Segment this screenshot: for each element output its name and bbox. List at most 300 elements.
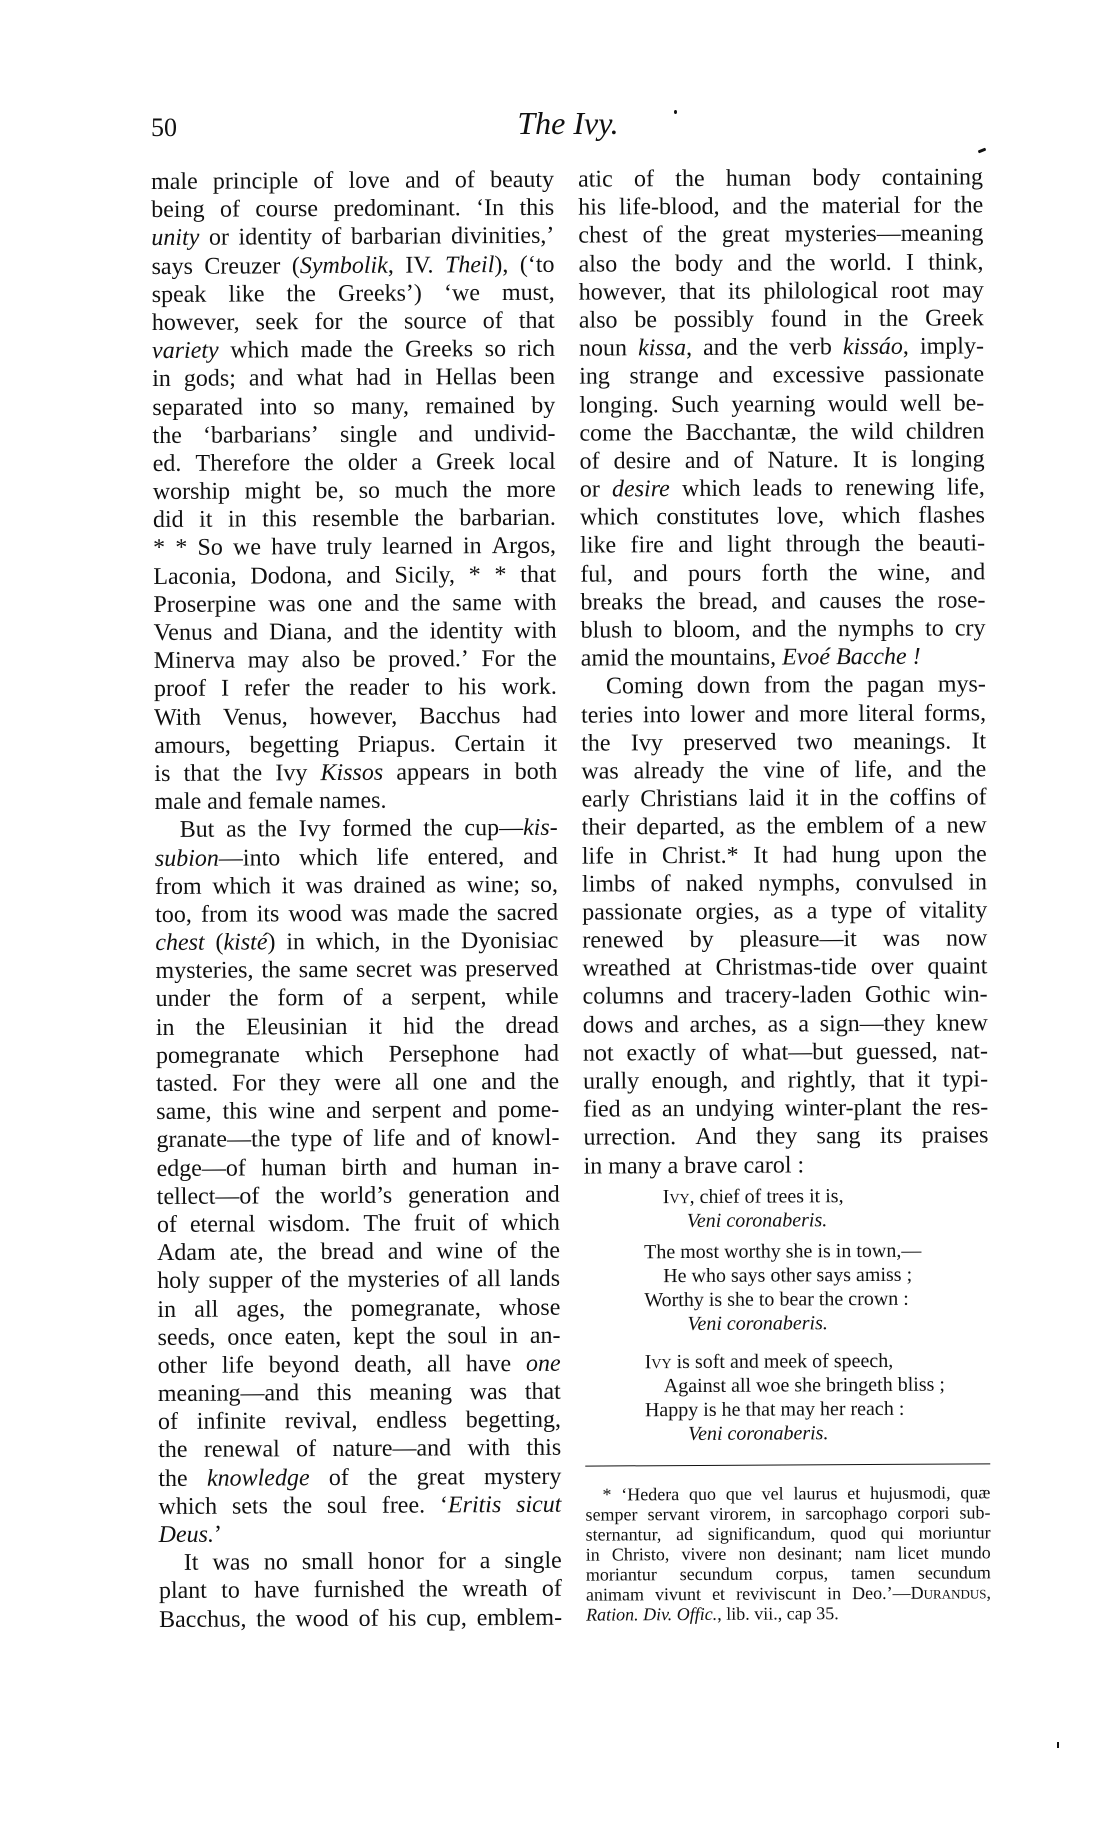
text-run: in <box>155 1014 175 1041</box>
word <box>854 756 892 784</box>
text-run: Therefore <box>195 450 291 477</box>
word <box>197 534 223 562</box>
text-run: speak <box>151 281 207 308</box>
word <box>852 1582 991 1603</box>
word <box>971 727 986 755</box>
word <box>865 981 930 1010</box>
text-run: Diana, <box>268 618 333 646</box>
word <box>411 448 422 476</box>
text-line <box>154 729 557 759</box>
text-line <box>151 222 554 252</box>
text-run: departed, <box>636 814 726 841</box>
word <box>327 533 372 561</box>
text-run: eternal <box>189 1211 256 1238</box>
word <box>947 473 985 501</box>
word <box>468 1209 488 1237</box>
word <box>154 647 235 676</box>
word <box>920 332 984 361</box>
text-run: undying <box>695 1095 775 1123</box>
word <box>830 248 892 277</box>
word <box>812 1349 829 1373</box>
text-run: also <box>578 307 618 334</box>
word <box>221 675 229 703</box>
word <box>795 784 809 812</box>
text-run: undivid- <box>474 420 556 447</box>
word <box>279 1069 320 1097</box>
word <box>427 1350 451 1378</box>
text-run: Ivy <box>275 760 308 787</box>
word <box>634 306 657 334</box>
word <box>474 419 555 448</box>
text-run: found <box>770 306 827 333</box>
word <box>196 1013 225 1041</box>
word <box>781 1503 795 1523</box>
word <box>455 166 475 194</box>
word <box>686 869 743 898</box>
word <box>151 168 198 196</box>
word <box>158 1379 299 1408</box>
word <box>699 587 758 616</box>
text-run: male <box>154 788 202 816</box>
text-run: had <box>524 1040 560 1067</box>
text-run: and <box>684 447 720 474</box>
text-run: and <box>703 334 738 362</box>
word <box>236 1295 285 1323</box>
text-run: brave <box>684 1152 738 1179</box>
text-run: life <box>376 844 409 871</box>
text-run: to <box>221 1577 240 1605</box>
word <box>736 1583 816 1603</box>
text-run: meaning <box>369 1379 453 1406</box>
word <box>209 224 229 252</box>
text-run: it <box>199 506 213 533</box>
text-run: in <box>391 928 411 955</box>
text-run: through <box>785 531 861 558</box>
text-run: tracery-laden <box>725 982 852 1010</box>
word <box>786 249 815 277</box>
word <box>819 1287 844 1311</box>
text-run: cap <box>786 1603 812 1624</box>
text-run: secundum <box>679 1563 753 1584</box>
word <box>433 1068 468 1096</box>
text-run: mysteries <box>347 1266 440 1294</box>
text-run: and <box>364 590 399 617</box>
text-run: Venus <box>153 619 213 646</box>
text-run: other <box>770 1264 812 1287</box>
text-line <box>159 1575 562 1605</box>
word <box>436 871 456 899</box>
text-run: for <box>437 1548 466 1575</box>
word <box>268 1210 350 1239</box>
word <box>771 305 827 333</box>
word <box>525 1378 561 1406</box>
text-line <box>154 758 557 788</box>
word <box>346 561 381 589</box>
text-run: ), <box>494 251 509 278</box>
word <box>519 307 555 335</box>
text-run: birth <box>341 1154 388 1181</box>
text-run: for <box>913 192 942 219</box>
scan-speck-tick <box>1057 1742 1059 1748</box>
text-run: it <box>809 1185 821 1208</box>
text-run: is <box>154 760 171 787</box>
word <box>943 1065 988 1093</box>
word <box>845 474 934 503</box>
word <box>843 333 909 362</box>
text-run: bread <box>320 1238 374 1266</box>
word <box>154 619 213 648</box>
text-run: Christo, <box>611 1543 670 1565</box>
text-run: however, <box>309 703 398 730</box>
text-run: names. <box>319 787 387 815</box>
word <box>419 702 500 731</box>
word <box>499 1322 518 1350</box>
text-line <box>585 1482 990 1504</box>
word <box>491 1124 559 1153</box>
text-run: so, <box>530 871 559 898</box>
word <box>414 1209 455 1237</box>
text-run: in <box>835 1239 852 1262</box>
text-run: of <box>219 196 241 223</box>
word <box>277 984 324 1012</box>
text-run: chest <box>578 222 628 249</box>
word <box>462 1575 527 1604</box>
text-run: the <box>953 192 984 219</box>
text-run: Greeks <box>405 336 474 363</box>
word <box>728 277 751 305</box>
text-run: free. <box>381 1492 426 1519</box>
word <box>664 1374 726 1398</box>
word <box>766 813 795 841</box>
text-run: reader <box>349 674 410 702</box>
text-run: of <box>482 307 503 335</box>
text-line <box>153 532 556 562</box>
text-run: the <box>282 1492 313 1520</box>
word <box>924 699 986 728</box>
text-run: the <box>454 1012 485 1039</box>
text-run: animam <box>585 1584 645 1605</box>
text-run: as <box>436 871 457 899</box>
poem-line <box>585 1348 990 1374</box>
text-run: plant <box>158 1578 208 1605</box>
text-line <box>581 755 986 785</box>
word <box>809 1184 820 1208</box>
text-run: which <box>212 873 272 900</box>
text-run: identity <box>429 618 503 645</box>
italic-text: Evoé <box>782 644 831 671</box>
word <box>766 1184 804 1208</box>
word <box>697 672 751 700</box>
text-run: and <box>223 619 259 646</box>
word <box>855 1543 886 1563</box>
text-run: Dodona, <box>250 562 333 590</box>
word <box>157 1295 176 1323</box>
text-run: wood <box>288 900 342 928</box>
italic-text: knowledge <box>206 1464 310 1492</box>
text-run: mystery <box>483 1463 562 1490</box>
text-run: and <box>481 1068 516 1096</box>
text-run: The <box>644 1240 676 1264</box>
word <box>395 476 448 504</box>
text-run: his <box>458 674 487 701</box>
word <box>504 1547 561 1576</box>
word <box>368 1548 424 1576</box>
word <box>716 953 857 982</box>
text-run: the <box>261 957 291 984</box>
text-run: of <box>642 222 663 249</box>
text-run: was <box>882 925 921 952</box>
word <box>578 222 627 250</box>
word <box>288 900 342 928</box>
text-run: might <box>244 478 301 505</box>
word <box>836 1239 852 1263</box>
text-run: into <box>259 393 297 420</box>
text-run: licet <box>897 1542 929 1563</box>
word <box>688 559 742 587</box>
text-run: in <box>628 842 648 869</box>
word <box>736 813 756 841</box>
word <box>851 1563 895 1583</box>
word <box>467 871 520 899</box>
text-line <box>158 1378 561 1408</box>
text-run: with <box>513 589 557 616</box>
word <box>733 447 753 475</box>
text-run: however, <box>151 309 240 336</box>
text-run: : <box>898 1397 905 1420</box>
text-line <box>579 276 984 306</box>
text-run: love <box>348 167 390 194</box>
text-run: et <box>847 1482 861 1503</box>
poem-line <box>584 1207 989 1233</box>
word <box>268 1097 315 1125</box>
word <box>523 842 558 870</box>
text-run: and <box>732 193 768 220</box>
word <box>834 1349 894 1373</box>
left-column <box>151 166 562 1634</box>
word <box>269 618 332 647</box>
word <box>583 1011 634 1039</box>
word <box>277 1238 306 1266</box>
word <box>580 476 600 504</box>
word <box>843 305 862 333</box>
text-run: of <box>454 167 475 194</box>
word <box>348 1266 440 1295</box>
word <box>644 419 673 447</box>
word <box>417 1463 465 1491</box>
text-run: Dyonisiac <box>460 927 559 955</box>
word <box>356 956 412 984</box>
text-run: the <box>368 1464 398 1491</box>
text-run: its <box>879 1123 903 1150</box>
text-run: more <box>506 476 556 504</box>
text-line <box>157 1265 560 1295</box>
word <box>542 1575 562 1603</box>
text-run: bear <box>779 1288 814 1311</box>
word <box>440 1491 502 1520</box>
word <box>310 702 398 731</box>
word <box>315 477 344 505</box>
word <box>406 1322 435 1350</box>
word <box>244 675 289 703</box>
text-run: Nature. <box>767 447 839 474</box>
word <box>606 672 683 701</box>
text-run: Greek <box>436 448 495 476</box>
word <box>343 1125 363 1153</box>
word <box>502 278 555 306</box>
word <box>853 727 951 756</box>
word <box>763 756 804 784</box>
word <box>207 788 242 816</box>
text-run: Greeks’) <box>337 280 422 307</box>
text-run: was <box>268 590 306 618</box>
text-run: as <box>773 898 794 925</box>
text-run: truly <box>326 534 373 561</box>
word <box>305 674 334 702</box>
text-run: the <box>818 1287 844 1311</box>
word <box>579 278 667 307</box>
text-run: gods; <box>183 365 236 393</box>
word <box>782 643 830 671</box>
text-run: the <box>304 675 335 702</box>
word <box>426 1604 467 1632</box>
text-line <box>156 1124 559 1154</box>
text-run: in <box>585 1544 600 1565</box>
text-run: renewed <box>582 927 664 954</box>
word <box>780 193 809 221</box>
text-run: , <box>685 335 693 362</box>
word <box>157 1267 200 1295</box>
text-run: single <box>504 1547 562 1575</box>
text-run: laid <box>748 785 785 812</box>
italic-text: ! <box>912 643 921 670</box>
word <box>281 872 295 900</box>
word <box>725 982 852 1011</box>
text-run: of <box>358 1605 379 1632</box>
word <box>581 785 629 813</box>
text-run: in <box>462 533 482 560</box>
text-run: love, <box>776 503 825 530</box>
word <box>831 897 872 925</box>
text-run: human <box>452 1153 518 1180</box>
word <box>228 506 247 534</box>
text-run: of <box>157 1409 179 1436</box>
text-line <box>581 783 986 813</box>
text-run: to <box>758 1288 775 1311</box>
text-run: two <box>796 728 833 756</box>
text-run: , <box>986 1582 992 1603</box>
word <box>951 558 986 586</box>
word <box>918 530 985 559</box>
text-run: amid <box>580 645 629 672</box>
word <box>343 618 378 646</box>
word <box>285 1407 358 1436</box>
word <box>579 334 627 362</box>
word <box>907 756 942 784</box>
text-run: that <box>520 561 557 588</box>
text-run: passionate <box>582 898 683 926</box>
word <box>153 562 236 591</box>
text-run: all <box>394 1069 419 1096</box>
text-run: come <box>579 420 632 447</box>
text-run: Priapus. <box>357 731 436 758</box>
text-line <box>152 419 555 449</box>
word <box>152 393 243 422</box>
word <box>679 278 715 306</box>
text-run: in- <box>532 1153 560 1180</box>
word <box>695 1095 774 1124</box>
text-run: and <box>326 1098 361 1125</box>
word <box>582 898 682 927</box>
text-run: work. <box>501 674 557 701</box>
word <box>942 276 983 304</box>
text-line <box>583 1094 988 1124</box>
text-run: So <box>197 535 223 562</box>
text-run: It <box>753 842 769 869</box>
text-run: * <box>153 535 166 562</box>
word <box>250 562 332 591</box>
text-line <box>156 1011 559 1041</box>
text-run: life, <box>946 474 985 501</box>
word <box>227 1323 272 1351</box>
left-column-prose <box>151 166 562 1634</box>
word <box>799 700 848 728</box>
text-line <box>581 614 986 644</box>
text-run: hujusmodi, <box>870 1482 951 1503</box>
text-run: material <box>821 193 901 220</box>
word <box>683 728 776 757</box>
text-run: which <box>841 503 901 530</box>
word <box>303 1295 332 1323</box>
text-run: mysteries—meaning <box>784 220 984 248</box>
word <box>470 1378 507 1406</box>
word <box>602 1484 611 1504</box>
word <box>614 447 671 476</box>
word <box>530 1321 561 1349</box>
word <box>304 449 333 477</box>
word <box>754 700 789 728</box>
text-run: the <box>420 928 451 955</box>
word <box>190 1210 255 1239</box>
text-run: qui <box>880 1522 904 1543</box>
text-run: she <box>727 1288 754 1311</box>
text-run: it <box>916 1066 931 1093</box>
text-run: the <box>406 1323 436 1350</box>
word <box>608 1152 661 1180</box>
poem-line <box>584 1286 989 1312</box>
word <box>944 981 988 1009</box>
word <box>726 164 791 193</box>
text-run: the <box>894 587 925 614</box>
text-run: Venus, <box>222 703 288 731</box>
text-run: and <box>907 756 943 783</box>
word <box>752 615 787 643</box>
text-run: praises <box>921 1122 989 1150</box>
text-run: she <box>785 1240 813 1263</box>
word <box>533 1152 560 1180</box>
text-run: is, <box>825 1184 844 1208</box>
word <box>798 1010 809 1038</box>
text-line <box>152 363 555 393</box>
word <box>663 1264 686 1288</box>
text-line <box>154 673 557 703</box>
word <box>313 392 335 420</box>
italic-text: sicut <box>516 1491 562 1518</box>
word <box>354 1350 412 1379</box>
word <box>832 840 880 868</box>
text-run: vii., <box>754 1603 783 1624</box>
word <box>938 671 986 699</box>
text-run: to <box>424 674 444 701</box>
